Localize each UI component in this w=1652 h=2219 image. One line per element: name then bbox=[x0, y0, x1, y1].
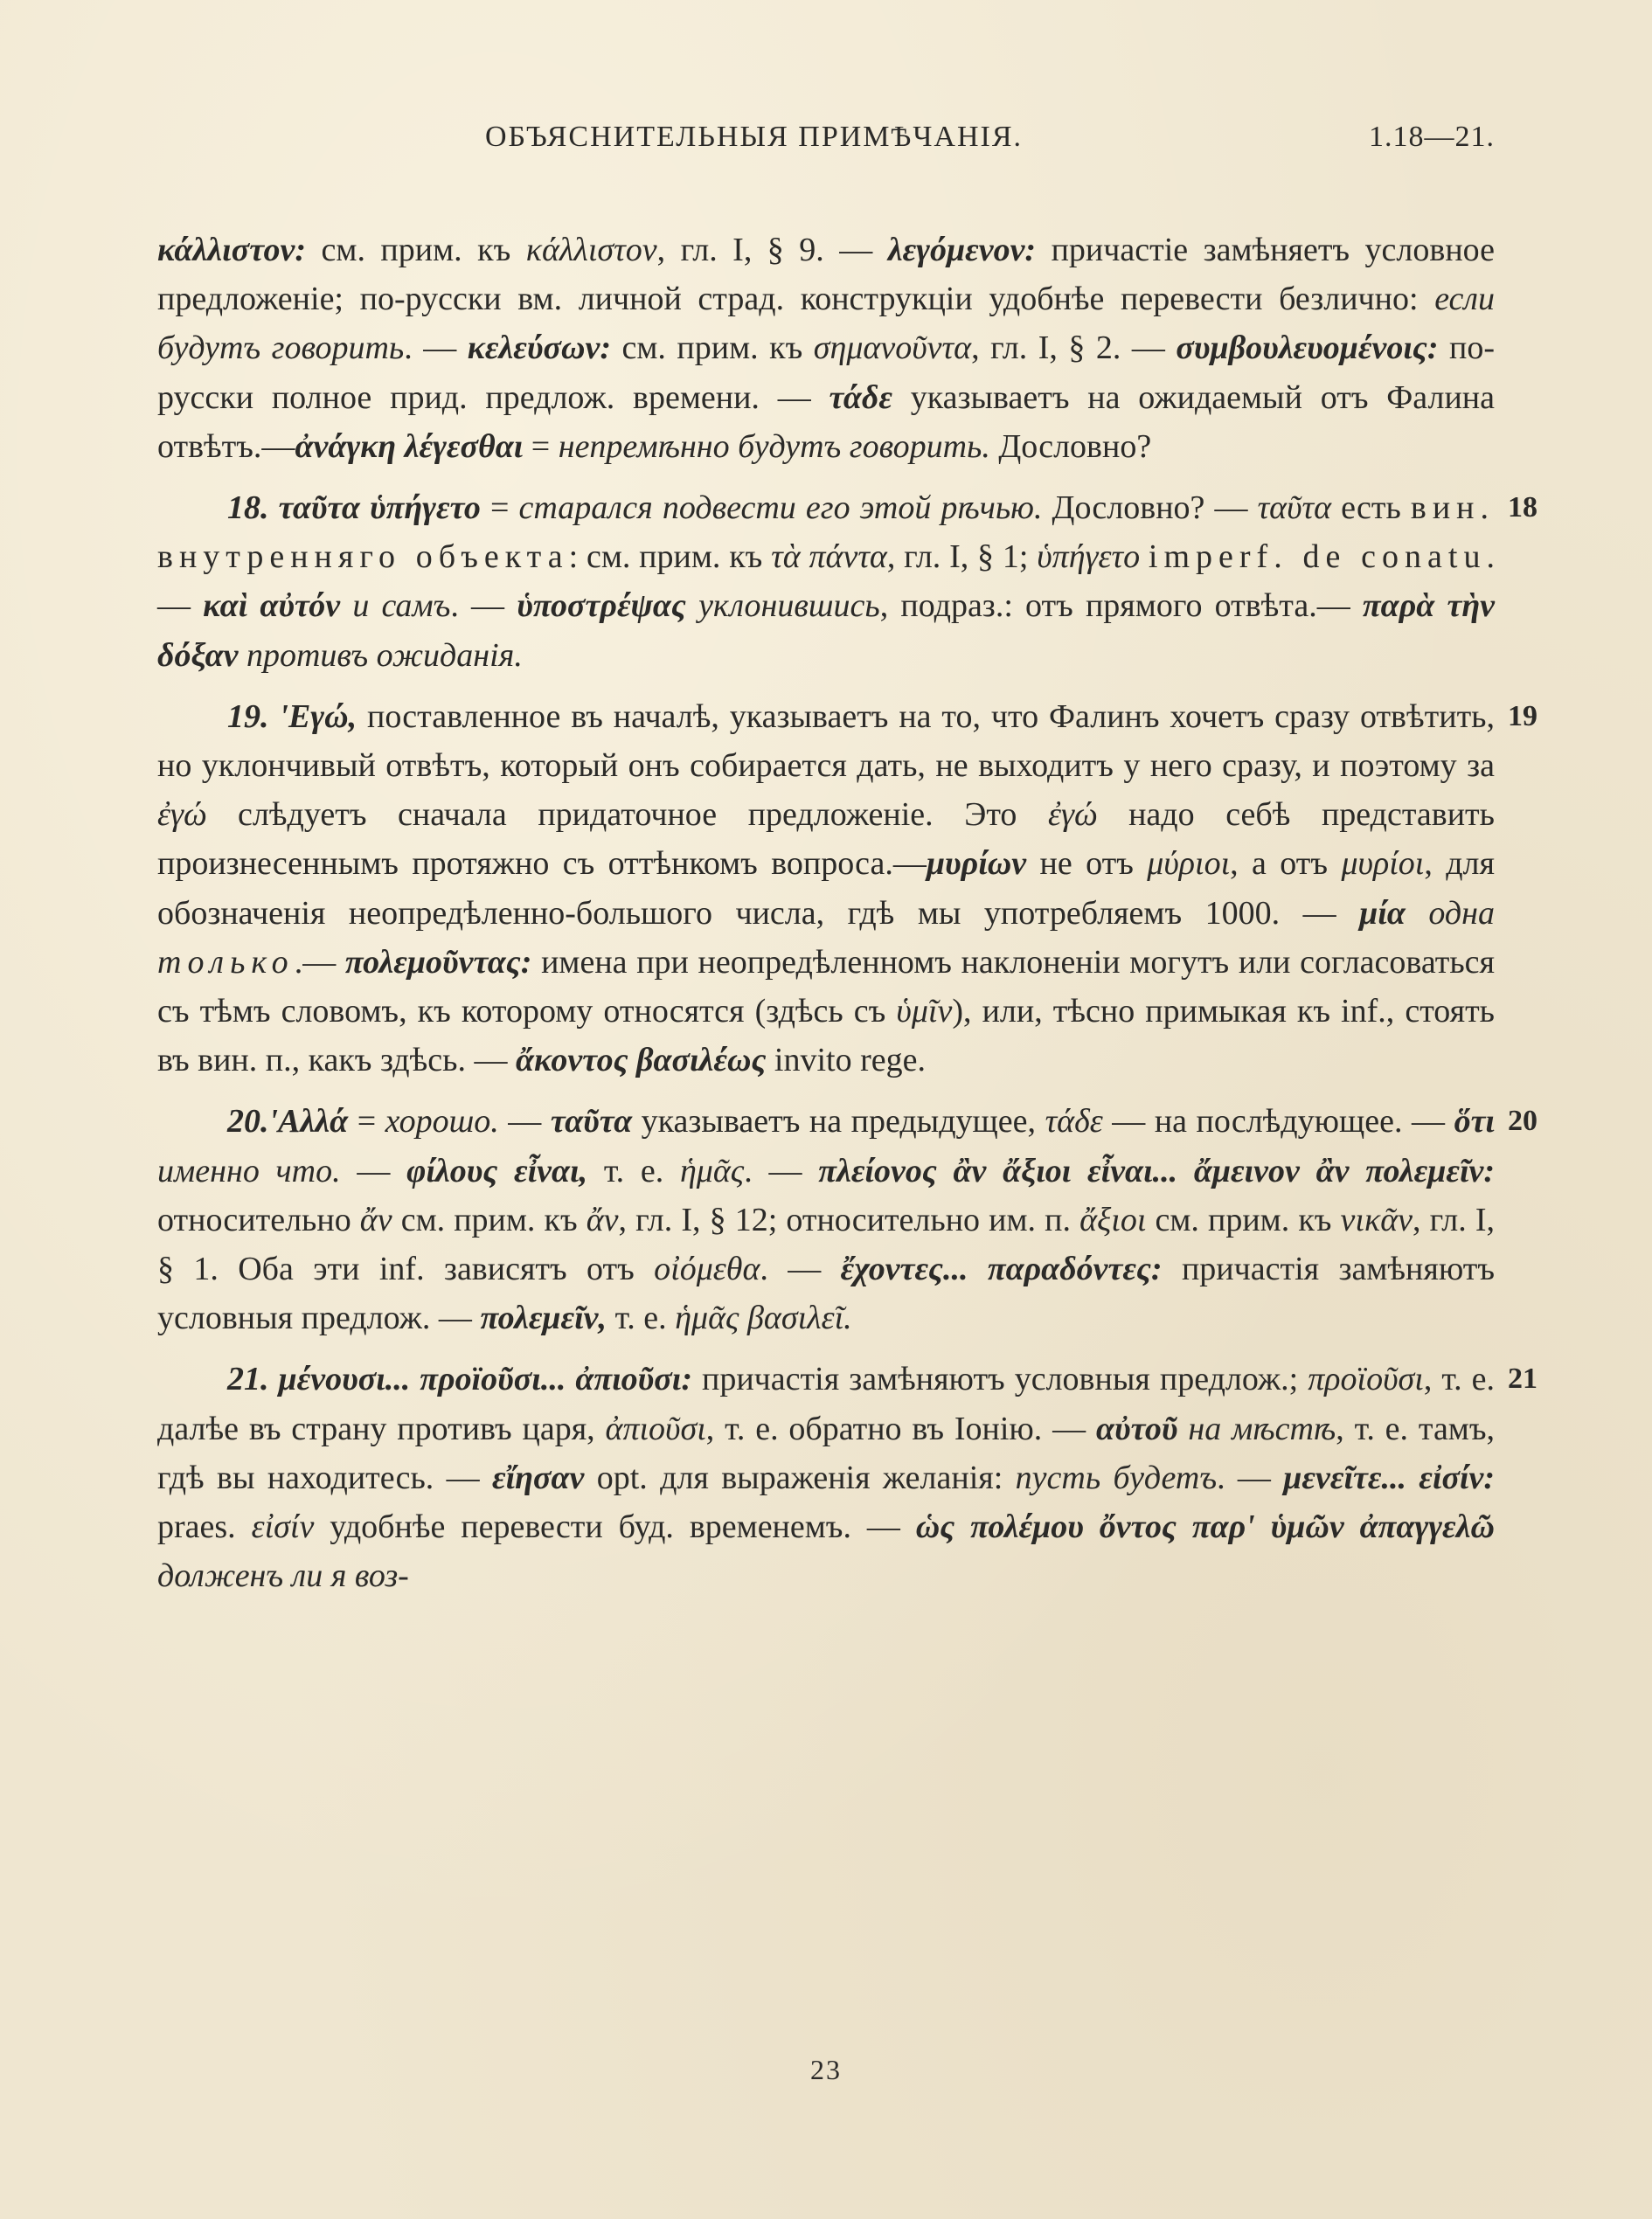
note-text: имена при неопредѣленномъ наклоненіи могутъ или согласоваться съ тѣмъ словомъ, къ которому относятся (здѣсь съ bbox=[157, 943, 1496, 1030]
note-text bbox=[238, 637, 246, 674]
greek-lemma: μένουσι... προϊοῦσι... ἀπιοῦσι: bbox=[278, 1361, 692, 1398]
note-text: σημανοῦντα bbox=[813, 329, 972, 367]
note-text: τάδε bbox=[1045, 1103, 1103, 1141]
note-text: . — bbox=[157, 538, 1495, 625]
note-text: ὑμῖν bbox=[896, 993, 953, 1030]
note-paragraph bbox=[157, 1097, 1537, 1342]
note-text: противъ ожиданія. bbox=[246, 636, 523, 674]
note-paragraph bbox=[157, 225, 1495, 471]
note-text: = bbox=[523, 427, 559, 465]
greek-lemma: λεγόμενον: bbox=[887, 232, 1037, 268]
note-text: по-русски полное прид. предлож. времени. — bbox=[157, 329, 1495, 416]
note-text: . — bbox=[760, 1251, 841, 1288]
greek-lemma: κάλλιστον: bbox=[157, 232, 307, 268]
note-text: причастія замѣняютъ условныя предлож. — bbox=[157, 1251, 1495, 1337]
note-text bbox=[269, 1361, 279, 1397]
note-text: praes. bbox=[157, 1508, 252, 1546]
note-number: 21. bbox=[227, 1361, 269, 1398]
note-text: ἡμᾶς bbox=[679, 1152, 745, 1189]
greek-lemma: πολεμεῖν, bbox=[480, 1300, 607, 1337]
note-number: 20. bbox=[227, 1103, 269, 1141]
note-text: , гл. I, § 1. Оба эти inf. зависятъ отъ bbox=[157, 1201, 1495, 1288]
note-text: причастіе замѣняетъ условное предложеніе; по-русски вм. личной страд. конструкціи удобнѣе перевести безлично: bbox=[157, 232, 1495, 318]
greek-lemma: 'Αλλά bbox=[268, 1103, 349, 1141]
greek-lemma: εἴησαν bbox=[491, 1459, 585, 1496]
note-text: уклонившись bbox=[698, 587, 880, 625]
note-text: есть bbox=[1331, 489, 1411, 527]
note-text: ), или, тѣсно примыкая къ inf., стоять въ вин. п., какъ здѣсь. — bbox=[157, 993, 1495, 1079]
note-text: μυρίοι bbox=[1341, 845, 1425, 883]
note-text: .— bbox=[294, 943, 345, 981]
note-text: поставленное въ началѣ, указываетъ на то, что Фалинъ хочетъ сразу отвѣтить, но уклончивый отвѣтъ, который онъ собирается дать, не выходитъ у него сразу, и поэтому за bbox=[157, 697, 1496, 785]
note-text: см. прим. къ bbox=[392, 1201, 587, 1238]
greek-lemma: συμβουλευομένοις: bbox=[1176, 329, 1439, 367]
note-text: , гл. I, § 1; bbox=[886, 538, 1038, 576]
note-text: ἄν bbox=[586, 1201, 619, 1238]
greek-lemma: ὡς πολέμου ὄντος παρ' ὑμῶν ἀπαγγελῶ bbox=[915, 1508, 1495, 1546]
margin-section-number: 20 bbox=[1508, 1105, 1537, 1138]
margin-section-number: 18 bbox=[1508, 491, 1537, 524]
note-paragraph bbox=[157, 483, 1537, 680]
note-text: , гл. I, § 2. — bbox=[971, 329, 1177, 367]
greek-lemma: κελεύσων: bbox=[467, 329, 611, 367]
greek-lemma: ὑποστρέψας bbox=[517, 587, 686, 625]
note-text: ταῦτα bbox=[1257, 489, 1332, 527]
note-text: — на послѣдующее. — bbox=[1102, 1103, 1454, 1141]
note-text: указываетъ на предыдущее, bbox=[632, 1103, 1045, 1141]
note-paragraph bbox=[157, 1355, 1537, 1600]
note-text: = bbox=[480, 489, 519, 527]
greek-lemma: μυρίων bbox=[926, 845, 1027, 883]
note-text bbox=[269, 698, 280, 735]
greek-lemma: 'Εγώ, bbox=[279, 697, 357, 735]
note-text: , а отъ bbox=[1230, 845, 1342, 883]
note-text: пусть будетъ bbox=[1015, 1459, 1218, 1496]
greek-lemma: καὶ αὐτόν bbox=[203, 587, 341, 625]
notes-body bbox=[157, 225, 1537, 1600]
note-text: т. е. bbox=[587, 1152, 680, 1189]
note-text: ἀπιοῦσι bbox=[605, 1410, 706, 1447]
note-text: долженъ ли я воз- bbox=[157, 1557, 409, 1595]
note-text: ἄξιοι bbox=[1079, 1201, 1147, 1238]
greek-lemma: μενεῖτε... εἰσίν: bbox=[1283, 1459, 1496, 1496]
note-text: invito rege. bbox=[766, 1042, 926, 1079]
greek-lemma: μία bbox=[1359, 894, 1406, 932]
note-text bbox=[1140, 538, 1149, 575]
note-text: см. прим. къ bbox=[1146, 1201, 1341, 1238]
greek-lemma: ταῦτα bbox=[550, 1103, 633, 1141]
note-text: вин. внутренняго объекта bbox=[157, 489, 1496, 576]
note-text: надо себѣ представить произнесеннымъ протяжно съ оттѣнкомъ вопроса.— bbox=[157, 796, 1495, 883]
note-text: ἡμᾶς βασιλεῖ. bbox=[675, 1300, 852, 1337]
note-text: и самъ bbox=[352, 587, 451, 625]
note-text: на мѣстѣ bbox=[1188, 1410, 1336, 1447]
note-text: ἐγώ bbox=[1048, 796, 1098, 834]
note-text: imperf. de conatu bbox=[1148, 538, 1487, 576]
greek-lemma: ὅτι bbox=[1454, 1103, 1495, 1141]
note-text: . — bbox=[1217, 1459, 1284, 1496]
margin-section-number: 21 bbox=[1508, 1363, 1537, 1396]
note-text: ἐγώ bbox=[157, 796, 207, 834]
note-text bbox=[1406, 895, 1429, 932]
note-text bbox=[269, 489, 279, 526]
note-text: ὑπήγετο bbox=[1037, 538, 1141, 576]
greek-lemma: ἀνάγκη λέγεσθαι bbox=[295, 427, 524, 465]
greek-lemma: φίλους εἶναι, bbox=[406, 1152, 588, 1189]
running-title: ОБЪЯСНИТЕЛЬНЫЯ ПРИМѢЧАНІЯ. bbox=[485, 121, 1024, 153]
note-text: εἰσίν bbox=[251, 1508, 315, 1546]
note-text: . — bbox=[744, 1152, 819, 1189]
note-text: . — bbox=[404, 329, 468, 367]
note-text: , для обозначенія неопредѣленно-большого числа, гдѣ мы употребляемъ 1000. — bbox=[157, 845, 1495, 932]
section-reference: 1.18—21. bbox=[1369, 121, 1495, 153]
note-text: . — bbox=[450, 587, 517, 625]
greek-lemma: ἄκοντος βασιλέως bbox=[515, 1042, 767, 1079]
note-text: — bbox=[498, 1103, 551, 1141]
note-text: προϊοῦσι bbox=[1308, 1361, 1424, 1398]
note-text: νικᾶν bbox=[1340, 1201, 1413, 1238]
note-text: см. прим. къ bbox=[306, 232, 526, 268]
note-text: μύριοι bbox=[1147, 845, 1231, 883]
note-text: старался подвести его этой рѣчью. bbox=[518, 489, 1043, 527]
note-text bbox=[686, 587, 698, 624]
note-text bbox=[340, 587, 352, 624]
note-text: , т. е. тамъ, гдѣ вы находитесь. — bbox=[157, 1410, 1496, 1496]
note-text: — bbox=[340, 1152, 407, 1189]
margin-section-number: 19 bbox=[1508, 699, 1537, 732]
note-text: слѣдуетъ сначала придаточное предложеніе. Это bbox=[206, 796, 1049, 834]
note-text: , подраз.: отъ прямого отвѣта.— bbox=[879, 587, 1363, 625]
note-text bbox=[1178, 1411, 1189, 1447]
note-paragraph bbox=[157, 692, 1537, 1085]
greek-lemma: παρὰ τὴν δόξαν bbox=[157, 587, 1496, 674]
running-head bbox=[485, 121, 1495, 164]
note-number: 18. bbox=[227, 489, 269, 527]
note-text: не отъ bbox=[1026, 845, 1148, 883]
note-text: см. прим. къ bbox=[610, 329, 814, 367]
note-text: , гл. I, § 9. — bbox=[656, 232, 888, 268]
note-text: , т. е. далѣе въ страну противъ царя, bbox=[157, 1361, 1496, 1447]
note-text: относительно bbox=[157, 1201, 360, 1238]
note-text: Дословно? — bbox=[1042, 489, 1258, 527]
note-text: удобнѣе перевести буд. временемъ. — bbox=[314, 1508, 916, 1546]
note-text: именно что. bbox=[157, 1152, 341, 1189]
note-text: указываетъ на ожидаемый отъ Фалина отвѣтъ.— bbox=[157, 378, 1496, 465]
note-text: непремѣнно будутъ говорить. bbox=[558, 427, 990, 465]
greek-lemma: πλείονος ἂν ἄξιοι εἶναι... ἄμεινον ἂν πολεμεῖν: bbox=[818, 1152, 1496, 1189]
note-text: οἰόμεθα bbox=[654, 1251, 760, 1288]
greek-lemma: πολεμοῦντας: bbox=[344, 943, 532, 981]
note-text: = bbox=[348, 1103, 385, 1141]
note-text: , т. е. обратно въ Іонію. — bbox=[705, 1410, 1096, 1447]
note-text: хорошо. bbox=[385, 1103, 499, 1141]
greek-lemma: τάδε bbox=[829, 378, 892, 416]
note-text: : см. прим. къ bbox=[568, 538, 772, 576]
note-text: τὰ πάντα bbox=[771, 538, 887, 576]
note-text: одна bbox=[1428, 894, 1495, 932]
note-text: причастія замѣняютъ условныя предлож.; bbox=[691, 1361, 1308, 1398]
note-text: если будутъ говорить bbox=[157, 281, 1495, 367]
note-text: opt. для выраженія желанія: bbox=[584, 1459, 1016, 1496]
greek-lemma: ἔχοντες... παραδόντες: bbox=[840, 1251, 1163, 1288]
note-text: т. е. bbox=[607, 1300, 676, 1337]
note-text: , гл. I, § 12; относительно им. п. bbox=[618, 1201, 1080, 1238]
note-text: κάλλιστον bbox=[525, 232, 657, 268]
page-number: 23 bbox=[810, 2054, 842, 2085]
note-text: ἄν bbox=[359, 1201, 392, 1238]
note-text: только bbox=[157, 943, 295, 981]
greek-lemma: ταῦτα ὑπήγετο bbox=[278, 489, 481, 527]
greek-lemma: αὐτοῦ bbox=[1095, 1410, 1178, 1447]
note-number: 19. bbox=[227, 697, 269, 735]
note-text: Дословно? bbox=[989, 427, 1152, 465]
